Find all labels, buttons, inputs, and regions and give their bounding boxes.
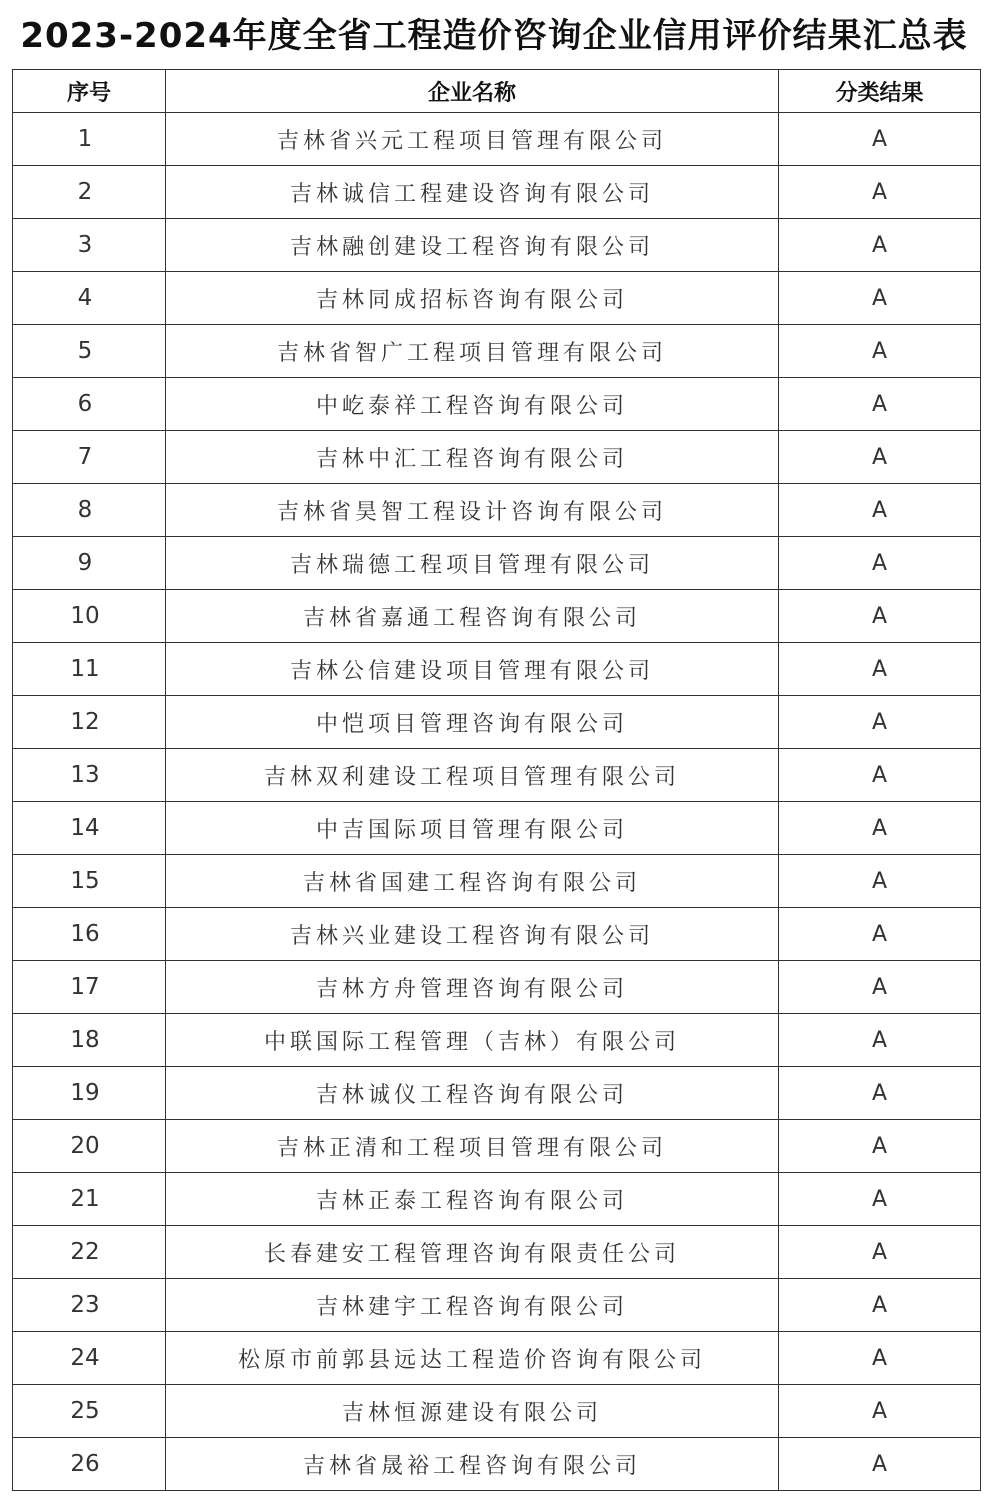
- row-company-name-cell: 吉林省国建工程咨询有限公司: [166, 855, 779, 908]
- row-classification-cell: A: [779, 1332, 981, 1385]
- table-row: [13, 166, 981, 219]
- table-row: [13, 1173, 981, 1226]
- document-title: 2023-2024年度全省工程造价咨询企业信用评价结果汇总表: [20, 16, 968, 56]
- header-seq: 序号: [13, 70, 166, 113]
- table-row: [13, 643, 981, 696]
- row-company-name-cell: 吉林诚仪工程咨询有限公司: [166, 1067, 779, 1120]
- row-classification-cell: A: [779, 325, 981, 378]
- row-company-name-cell: 吉林融创建设工程咨询有限公司: [166, 219, 779, 272]
- row-company-name-cell: 吉林省晟裕工程咨询有限公司: [166, 1438, 779, 1491]
- row-company-name-cell: 松原市前郭县远达工程造价咨询有限公司: [166, 1332, 779, 1385]
- row-company-name-cell: 中恺项目管理咨询有限公司: [166, 696, 779, 749]
- table-row: [13, 1014, 981, 1067]
- row-seq-cell: 22: [13, 1226, 166, 1279]
- row-classification-cell: A: [779, 166, 981, 219]
- row-classification-cell: A: [779, 1385, 981, 1438]
- table-row: [13, 855, 981, 908]
- table-row: [13, 696, 981, 749]
- row-classification-cell: A: [779, 113, 981, 166]
- table-row: [13, 113, 981, 166]
- row-company-name-cell: 吉林瑞德工程项目管理有限公司: [166, 537, 779, 590]
- row-seq-cell: 5: [13, 325, 166, 378]
- table-row: [13, 802, 981, 855]
- row-company-name-cell: 吉林建宇工程咨询有限公司: [166, 1279, 779, 1332]
- row-seq-cell: 11: [13, 643, 166, 696]
- row-company-name-cell: 吉林公信建设项目管理有限公司: [166, 643, 779, 696]
- table-row: [13, 1332, 981, 1385]
- row-company-name-cell: 吉林省智广工程项目管理有限公司: [166, 325, 779, 378]
- row-seq-cell: 17: [13, 961, 166, 1014]
- row-seq-cell: 6: [13, 378, 166, 431]
- row-classification-cell: A: [779, 1120, 981, 1173]
- row-company-name-cell: 吉林双利建设工程项目管理有限公司: [166, 749, 779, 802]
- row-seq-cell: 10: [13, 590, 166, 643]
- table-row: [13, 590, 981, 643]
- row-classification-cell: A: [779, 219, 981, 272]
- table-row: [13, 484, 981, 537]
- header-classification: 分类结果: [779, 70, 981, 113]
- row-company-name-cell: 吉林诚信工程建设咨询有限公司: [166, 166, 779, 219]
- results-table: [12, 69, 981, 1491]
- row-classification-cell: A: [779, 431, 981, 484]
- row-classification-cell: A: [779, 1279, 981, 1332]
- table-row: [13, 1438, 981, 1491]
- row-seq-cell: 16: [13, 908, 166, 961]
- row-seq-cell: 12: [13, 696, 166, 749]
- row-seq-cell: 1: [13, 113, 166, 166]
- row-company-name-cell: 吉林省嘉通工程咨询有限公司: [166, 590, 779, 643]
- table-row: [13, 1120, 981, 1173]
- table-row: [13, 272, 981, 325]
- row-company-name-cell: 吉林正清和工程项目管理有限公司: [166, 1120, 779, 1173]
- row-company-name-cell: 吉林兴业建设工程咨询有限公司: [166, 908, 779, 961]
- table-row: [13, 908, 981, 961]
- row-company-name-cell: 吉林省兴元工程项目管理有限公司: [166, 113, 779, 166]
- row-classification-cell: A: [779, 749, 981, 802]
- table-row: [13, 1385, 981, 1438]
- row-seq-cell: 3: [13, 219, 166, 272]
- row-company-name-cell: 吉林同成招标咨询有限公司: [166, 272, 779, 325]
- table-row: [13, 1226, 981, 1279]
- row-classification-cell: A: [779, 484, 981, 537]
- row-company-name-cell: 中联国际工程管理（吉林）有限公司: [166, 1014, 779, 1067]
- table-row: [13, 749, 981, 802]
- table-row: [13, 1067, 981, 1120]
- table-body: [13, 113, 981, 1491]
- row-seq-cell: 23: [13, 1279, 166, 1332]
- row-seq-cell: 9: [13, 537, 166, 590]
- row-seq-cell: 26: [13, 1438, 166, 1491]
- row-seq-cell: 15: [13, 855, 166, 908]
- row-seq-cell: 13: [13, 749, 166, 802]
- table-row: [13, 219, 981, 272]
- table-row: [13, 1279, 981, 1332]
- row-classification-cell: A: [779, 802, 981, 855]
- row-company-name-cell: 吉林省昊智工程设计咨询有限公司: [166, 484, 779, 537]
- row-classification-cell: A: [779, 855, 981, 908]
- row-classification-cell: A: [779, 272, 981, 325]
- row-seq-cell: 2: [13, 166, 166, 219]
- header-company-name: 企业名称: [166, 70, 779, 113]
- row-classification-cell: A: [779, 1067, 981, 1120]
- row-seq-cell: 8: [13, 484, 166, 537]
- row-seq-cell: 19: [13, 1067, 166, 1120]
- row-classification-cell: A: [779, 590, 981, 643]
- row-company-name-cell: 长春建安工程管理咨询有限责任公司: [166, 1226, 779, 1279]
- table-row: [13, 431, 981, 484]
- row-seq-cell: 20: [13, 1120, 166, 1173]
- row-classification-cell: A: [779, 537, 981, 590]
- row-classification-cell: A: [779, 1173, 981, 1226]
- row-classification-cell: A: [779, 1226, 981, 1279]
- row-classification-cell: A: [779, 961, 981, 1014]
- row-seq-cell: 21: [13, 1173, 166, 1226]
- row-classification-cell: A: [779, 908, 981, 961]
- table-row: [13, 378, 981, 431]
- row-classification-cell: A: [779, 1014, 981, 1067]
- row-company-name-cell: 吉林中汇工程咨询有限公司: [166, 431, 779, 484]
- row-seq-cell: 4: [13, 272, 166, 325]
- row-company-name-cell: 吉林方舟管理咨询有限公司: [166, 961, 779, 1014]
- row-classification-cell: A: [779, 696, 981, 749]
- row-seq-cell: 25: [13, 1385, 166, 1438]
- row-classification-cell: A: [779, 378, 981, 431]
- row-classification-cell: A: [779, 643, 981, 696]
- row-classification-cell: A: [779, 1438, 981, 1491]
- row-company-name-cell: 中吉国际项目管理有限公司: [166, 802, 779, 855]
- row-company-name-cell: 吉林正泰工程咨询有限公司: [166, 1173, 779, 1226]
- table-row: [13, 961, 981, 1014]
- row-seq-cell: 18: [13, 1014, 166, 1067]
- table-row: [13, 325, 981, 378]
- row-seq-cell: 14: [13, 802, 166, 855]
- row-company-name-cell: 中屹泰祥工程咨询有限公司: [166, 378, 779, 431]
- row-seq-cell: 7: [13, 431, 166, 484]
- table-row: [13, 537, 981, 590]
- row-seq-cell: 24: [13, 1332, 166, 1385]
- row-company-name-cell: 吉林恒源建设有限公司: [166, 1385, 779, 1438]
- table-header-row: [13, 70, 981, 113]
